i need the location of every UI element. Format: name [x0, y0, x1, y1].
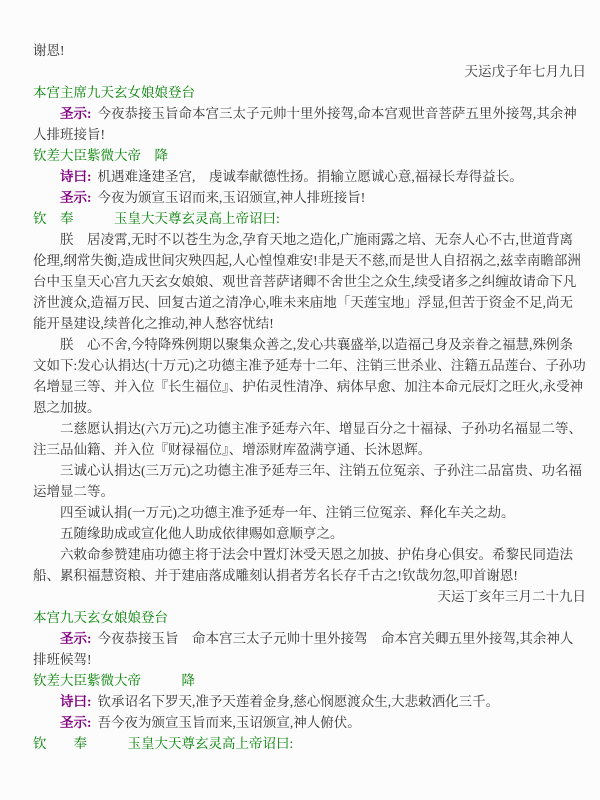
edict1-paragraph-5: 四至诚认捐(一万元)之功德主准予延寿一年、注销三位冤亲、释化车关之劫。: [60, 505, 515, 520]
section2-shiyue-label: 诗曰:: [60, 169, 92, 184]
section4-shiyue-paragraph: [33, 691, 586, 712]
section1-shengshi-paragraph: [33, 103, 586, 145]
heading-section4: 钦差大臣紫微大帝 降: [33, 673, 195, 688]
edict1-paragraph-6: 五随缘助成或宣化他人助成依律赐如意顺亨之。: [60, 526, 344, 541]
section4-shiyue-label: 诗曰:: [60, 694, 92, 709]
date-line-edict1: 天运丁亥年三月二十九日: [437, 589, 586, 604]
section4-shengshi-text: 吾今夜为颁宣玉旨而来,玉诏颁宣,神人俯伏。: [97, 715, 361, 730]
closing-line: 谢恩!: [33, 43, 65, 58]
section3-shengshi-paragraph: [33, 628, 586, 670]
section2-shiyue-paragraph: [33, 166, 586, 187]
section4-shiyue-text: 钦承诏名下罗天,准予天莲着金身,慈心悯愿渡众生,大悲敕洒化三千。: [97, 694, 500, 709]
section4-shengshi-paragraph: [33, 712, 586, 733]
heading-section1: 本宫主席九天玄女娘娘登台: [33, 85, 195, 100]
edict1-paragraph-7: 六敕命参赞建庙功德主将于法会中置灯沐受天恩之加披、护佑身心俱安。希黎民同造法船、累积福慧资粮、并于建庙落成雕刻认捐者芳名长存千古之!钦哉勿忽,叩首谢恩!: [33, 547, 573, 583]
section2-shengshi-label: 圣示:: [60, 190, 92, 205]
section3-shengshi-text: 今夜恭接玉旨 命本宫三太子元帅十里外接驾 命本宫关卿五里外接驾,其余神人排班候驾!: [33, 631, 574, 667]
heading-edict2: 钦 奉 玉皇大天尊玄灵高上帝诏曰:: [33, 736, 294, 751]
section2-shengshi-paragraph: [33, 187, 586, 208]
section3-shengshi-label: 圣示:: [60, 631, 92, 646]
edict1-paragraph-2: 朕 心不舍,今特降殊例期以聚集众善之,发心共襄盛举,以造福己身及亲眷之福慧,殊例条文如下:发心认捐达(十万元)之功德主准予延寿十二年、注销三世杀业、注籍五品莲台、子孙功名增显三等、并入位『长生福位』、护佑灵性清净、病体早愈、加注本命元辰灯之旺火,永受神恩之加披。: [33, 337, 586, 415]
section2-shengshi-text: 今夜为颁宣玉诏而来,玉诏颁宣,神人排班接旨!: [97, 190, 366, 205]
edict1-paragraph-3: 二慈愿认捐达(六万元)之功德主准予延寿六年、增显百分之十福禄、子孙功名福显二等、注三品仙籍、并入位『财禄福位』、增添财库盈满亨通、长沐恩辉。: [33, 421, 582, 457]
section2-shiyue-text: 机遇难逢建圣宫, 虔诚奉献德性扬。捐输立愿诚心意,福禄长寿得益长。: [97, 169, 523, 184]
section1-shengshi-label: 圣示:: [60, 106, 92, 121]
edict1-paragraph-4: 三诚心认捐达(三万元)之功德主准予延寿三年、注销五位冤亲、子孙注二品富贵、功名福运增显二等。: [33, 463, 582, 499]
edict1-paragraph-1: 朕 居凌霄,无时不以苍生为念,孕育天地之造化,广施雨露之培、无奈人心不古,世道背离伦理,纲常失衡,造成世间灾殃四起,人心惶惶难安!非是天不慈,而是世人自招祸之,兹幸南瞻部洲台中玉皇天心宫九天玄女娘娘、观世音菩萨诸卿不舍世尘之众生,续受诸多之纠缠故请命下凡济世渡众,造福万民、回复古道之清净心,唯未来庙地「天莲宝地」浮显,但苦于资金不足,尚无能开垦建设,续普化之推动,神人愁容忧结!: [33, 232, 581, 331]
heading-section3: 本宫九天玄女娘娘登台: [33, 610, 168, 625]
section4-shengshi-label: 圣示:: [60, 715, 92, 730]
section1-shengshi-text: 今夜恭接玉旨命本宫三太子元帅十里外接驾,命本宫观世音菩萨五里外接驾,其余神人排班接旨!: [33, 106, 577, 142]
date-line-first: 天运戊子年七月九日: [464, 64, 586, 79]
heading-edict1: 钦 奉 玉皇大天尊玄灵高上帝诏曰:: [33, 211, 280, 226]
heading-section2: 钦差大臣紫微大帝 降: [33, 148, 168, 163]
